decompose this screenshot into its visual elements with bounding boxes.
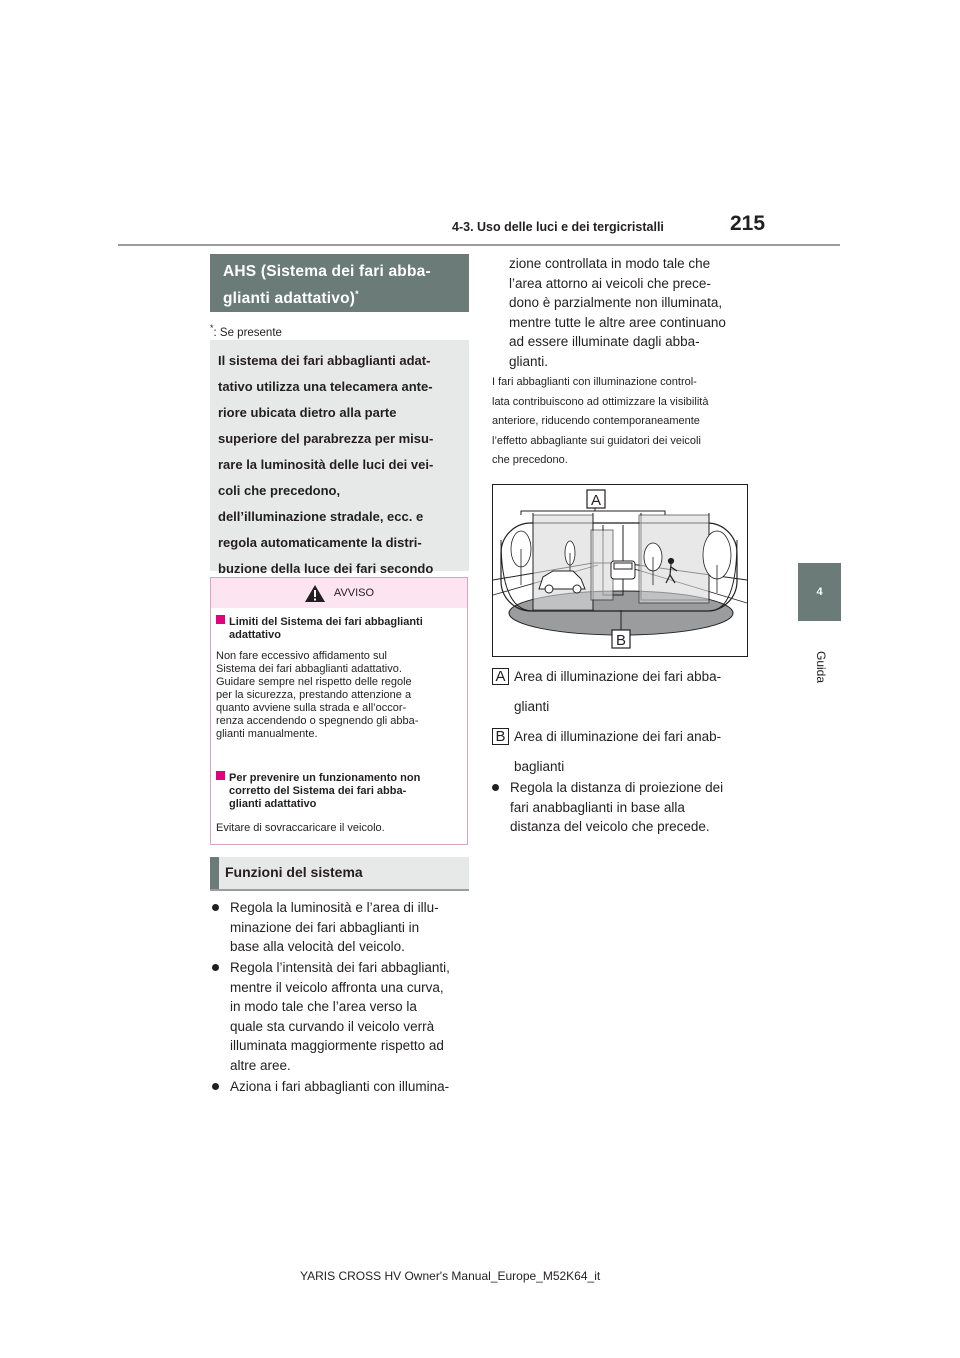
legend-b-line-1: Area di illuminazione dei fari anab- xyxy=(514,729,722,744)
bullet-line: Regola la distanza di proiezione dei xyxy=(510,780,724,795)
paragraph-line: mentre tutte le altre aree continuano xyxy=(509,314,726,330)
footer-text: YARIS CROSS HV Owner's Manual_Europe_M52K64_it xyxy=(300,1269,601,1283)
warning-body-line: Evitare di sovraccaricare il veicolo. xyxy=(216,822,385,834)
legend-a-line-2: glianti xyxy=(514,699,550,714)
intro-line: Il sistema dei fari abbaglianti adat- xyxy=(218,353,431,368)
warning-item-title-line: Limiti del Sistema dei fari abbaglianti xyxy=(229,616,423,628)
continued-paragraph xyxy=(509,254,749,371)
square-bullet-icon xyxy=(216,771,225,780)
bullet-dot-icon xyxy=(212,904,219,911)
warning-item-title-line: corretto del Sistema dei fari abba- xyxy=(229,785,407,797)
function-bullet-3 xyxy=(212,1077,474,1097)
square-bullet-icon xyxy=(216,615,225,624)
paragraph-line: glianti. xyxy=(509,353,549,369)
distance-bullet xyxy=(492,778,754,837)
intro-box xyxy=(210,340,469,576)
bullet-line: in modo tale che l’area verso la xyxy=(230,999,417,1014)
intro-line: superiore del parabrezza per misu- xyxy=(218,431,434,446)
intro-line: tativo utilizza una telecamera ante- xyxy=(218,379,433,394)
illumination-illustration xyxy=(493,485,747,656)
warning-body-line: quanto avviene sulla strada e all’occor- xyxy=(216,702,407,714)
warning-item-1-title xyxy=(216,615,423,642)
ahs-heading-mark: * xyxy=(355,289,359,299)
chapter-number: 4 xyxy=(816,586,823,598)
warning-body-line: per la sicurezza, prestando attenzione a xyxy=(216,689,412,701)
footnote-text: : Se presente xyxy=(213,326,282,339)
bullet-line: quale sta curvando il veicolo verrà xyxy=(230,1018,435,1034)
warning-icon xyxy=(304,584,326,603)
warning-item-title-line: Per prevenire un funzionamento non xyxy=(229,772,421,784)
figure-label-a: A xyxy=(590,492,602,509)
paragraph-line: zione controllata in modo tale che xyxy=(509,256,711,271)
warning-box xyxy=(210,577,468,845)
warning-title: AVVISO xyxy=(333,587,375,599)
page-number: 215 xyxy=(730,212,766,235)
warning-body-line: renza accendendo o spegnendo gli abba- xyxy=(216,715,419,727)
paragraph-line: ad essere illuminate dagli abba- xyxy=(509,334,700,349)
note-line: lata contribuiscono ad ottimizzare la visibilità xyxy=(492,395,709,408)
intro-line: buzione della luce dei fari secondo xyxy=(218,561,434,576)
footnote xyxy=(210,323,282,339)
functions-heading xyxy=(210,857,469,890)
bullet-line: fari anabbaglianti in base alla xyxy=(510,799,685,815)
note-line: I fari abbaglianti con illuminazione control- xyxy=(492,376,697,388)
bullet-line: illuminata maggiormente rispetto ad xyxy=(230,1038,444,1053)
legend-key-a: A xyxy=(492,668,509,685)
bullet-line: Regola la luminosità e l’area di illu- xyxy=(230,900,439,915)
legend-a-line-1: Area di illuminazione dei fari abba- xyxy=(514,669,722,684)
functions-heading-text: Funzioni del sistema xyxy=(225,864,363,880)
legend-key-b: B xyxy=(492,728,509,745)
functions-divider xyxy=(210,889,469,891)
warning-item-1-body xyxy=(216,650,461,741)
bullet-line: altre aree. xyxy=(230,1057,291,1073)
paragraph-line: dono è parzialmente non illuminata, xyxy=(509,295,723,310)
bullet-line: distanza del veicolo che precede. xyxy=(510,819,710,834)
note-line: anteriore, riducendo contemporaneamente xyxy=(492,415,700,427)
paragraph-line: l’area attorno ai veicoli che prece- xyxy=(509,275,711,291)
bullet-line: Regola l’intensità dei fari abbaglianti, xyxy=(230,960,450,975)
ahs-heading-line-1: AHS (Sistema dei fari abba- xyxy=(223,263,431,280)
ahs-heading-line-2: glianti adattativo) xyxy=(223,290,356,308)
section-title: 4-3. Uso delle luci e dei tergicristalli xyxy=(452,220,664,234)
intro-line: dell’illuminazione stradale, ecc. e xyxy=(218,509,424,524)
bullet-line: base alla velocità del veicolo. xyxy=(230,939,405,954)
note-line: che precedono. xyxy=(492,454,568,466)
bullet-line: mentre il veicolo affronta una curva, xyxy=(230,979,444,995)
note-paragraph xyxy=(492,373,752,471)
bullet-line: minazione dei fari abbaglianti in xyxy=(230,919,420,935)
footnote-mark: * xyxy=(210,323,214,333)
intro-line: regola automaticamente la distri- xyxy=(218,535,422,550)
warning-header xyxy=(211,578,467,608)
function-bullet-2 xyxy=(212,958,474,1075)
warning-body-line: Sistema dei fari abbaglianti adattativo. xyxy=(216,663,402,675)
warning-body-line: Guidare sempre nel rispetto delle regole xyxy=(216,676,412,688)
bullet-dot-icon xyxy=(212,1083,219,1090)
ahs-heading xyxy=(210,254,469,312)
intro-line: rare la luminosità delle luci dei vei- xyxy=(218,457,434,472)
intro-line: coli che precedono, xyxy=(218,483,341,498)
bullet-dot-icon xyxy=(492,784,499,791)
figure-label-b: B xyxy=(615,632,627,649)
warning-item-2-title xyxy=(216,771,420,811)
bullet-line: Aziona i fari abbaglianti con illumina- xyxy=(230,1079,450,1094)
chapter-label: Guida xyxy=(814,651,828,684)
illumination-figure xyxy=(492,484,748,657)
chapter-tab xyxy=(798,563,841,621)
header-divider xyxy=(118,244,840,246)
warning-body-line: glianti manualmente. xyxy=(216,728,318,740)
warning-item-title-line: glianti adattativo xyxy=(229,798,317,810)
warning-body-line: Non fare eccessivo affidamento sul xyxy=(216,650,387,662)
warning-item-2-body xyxy=(216,822,461,835)
note-line: l’effetto abbagliante sui guidatori dei veicoli xyxy=(492,434,701,447)
intro-line: riore ubicata dietro alla parte xyxy=(218,405,397,420)
function-bullet-1 xyxy=(212,898,472,957)
warning-item-title-line: adattativo xyxy=(229,629,281,641)
legend-b-line-2: baglianti xyxy=(514,759,565,774)
bullet-dot-icon xyxy=(212,964,219,971)
